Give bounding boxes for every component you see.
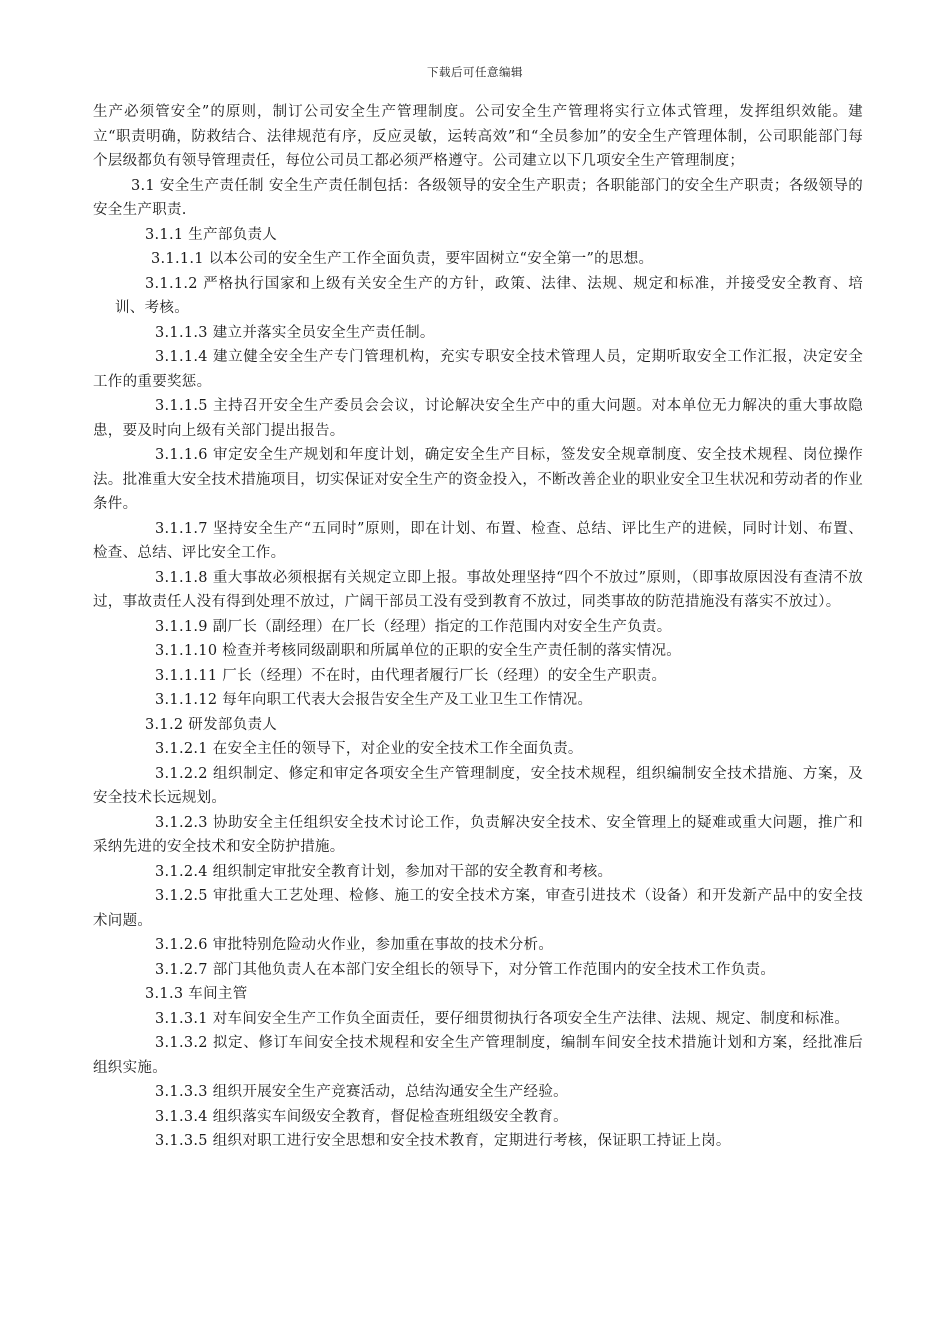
clause-3-1-3-4: 3.1.3.4 组织落实车间级安全教育，督促检查班组级安全教育。 bbox=[155, 1108, 568, 1125]
document-body bbox=[93, 100, 863, 1154]
intro-paragraph: 生产必须管安全”的原则，制订公司安全生产管理制度。公司安全生产管理将实行立体式管理，发挥组织效能。建立“职责明确，防救结合、法律规范有序，反应灵敏，运转高效”和“全员参加”的安全生产管理体制，公司职能部门每个层级都负有领导管理责任，每位公司员工都必须严格遵守。公司建立以下几项安全生产管理制度； bbox=[93, 104, 863, 169]
clause-3-1-2-4: 3.1.2.4 组织制定审批安全教育计划，参加对干部的安全教育和考核。 bbox=[155, 863, 613, 880]
clause-3-1-1-3: 3.1.1.3 建立并落实全员安全生产责任制。 bbox=[155, 324, 435, 341]
clause-3-1-1-1: 3.1.1.1 以本公司的安全生产工作全面负责，要牢固树立“安全第一”的思想。 bbox=[151, 251, 654, 267]
clause-3-1-1-7: 3.1.1.7 坚持安全生产“五同时”原则，即在计划、布置、检查、总结、评比生产的进候，同时计划、布置、检查、总结、评比安全工作。 bbox=[93, 520, 863, 561]
clause-3-1-1-10: 3.1.1.10 检查并考核同级副职和所属单位的正职的安全生产责任制的落实情况。 bbox=[155, 643, 682, 659]
clause-3-1-1-5: 3.1.1.5 主持召开安全生产委员会会议，讨论解决安全生产中的重大问题。对本单位无力解决的重大事故隐患，要及时向上级有关部门提出报告。 bbox=[93, 398, 863, 439]
clause-3-1-1-2: 3.1.1.2 严格执行国家和上级有关安全生产的方针，政策、法律、法规、规定和标准，并接受安全教育、培训、考核。 bbox=[115, 275, 863, 316]
clause-3-1-3-3: 3.1.3.3 组织开展安全生产竞赛活动，总结沟通安全生产经验。 bbox=[155, 1084, 568, 1100]
clause-3-1-2-1: 3.1.2.1 在安全主任的领导下，对企业的安全技术工作全面负责。 bbox=[155, 741, 583, 757]
clause-3-1-2-6: 3.1.2.6 审批特别危险动火作业，参加重在事故的技术分析。 bbox=[155, 937, 554, 953]
clause-3-1-1-12: 3.1.1.12 每年向职工代表大会报告安全生产及工业卫生工作情况。 bbox=[155, 692, 593, 708]
clause-3-1-1-4: 3.1.1.4 建立健全安全生产专门管理机构，充实专职安全技术管理人员，定期听取安全工作汇报，决定安全工作的重要奖惩。 bbox=[93, 349, 863, 390]
clause-3-1-3-2: 3.1.3.2 拟定、修订车间安全技术规程和安全生产管理制度，编制车间安全技术措施计划和方案，经批准后组织实施。 bbox=[93, 1035, 863, 1076]
section-3-1-1-heading: 3.1.1 生产部负责人 bbox=[145, 226, 278, 243]
clause-3-1-3-1: 3.1.3.1 对车间安全生产工作负全面责任，要仔细贯彻执行各项安全生产法律、法规、规定、制度和标准。 bbox=[155, 1010, 850, 1027]
clause-3-1-2-2: 3.1.2.2 组织制定、修定和审定各项安全生产管理制度，安全技术规程，组织编制安全技术措施、方案，及安全技术长远规划。 bbox=[93, 765, 863, 806]
clause-3-1-3-5: 3.1.3.5 组织对职工进行安全思想和安全技术教育，定期进行考核，保证职工持证上岗。 bbox=[155, 1133, 731, 1149]
section-3-1-2-heading: 3.1.2 研发部负责人 bbox=[145, 716, 278, 733]
clause-3-1-1-8: 3.1.1.8 重大事故必须根据有关规定立即上报。事故处理坚持“四个不放过”原则，（即事故原因没有查清不放过，事故责任人没有得到处理不放过，广阔干部员工没有受到教育不放过，同类事故的防范措施没有落实不放过）。 bbox=[93, 569, 863, 610]
section-3-1: 3.1 安全生产责任制 安全生产责任制包括：各级领导的安全生产职责；各职能部门的安全生产职责；各级领导的安全生产职责. bbox=[93, 177, 863, 218]
clause-3-1-2-5: 3.1.2.5 审批重大工艺处理、检修、施工的安全技术方案，审查引进技术（设备）和开发新产品中的安全技术问题。 bbox=[93, 888, 863, 929]
clause-3-1-2-3: 3.1.2.3 协助安全主任组织安全技术讨论工作，负责解决安全技术、安全管理上的疑难或重大问题，推广和采纳先进的安全技术和安全防护措施。 bbox=[93, 814, 863, 855]
section-3-1-3-heading: 3.1.3 车间主管 bbox=[145, 986, 248, 1002]
clause-3-1-1-11: 3.1.1.11 厂长（经理）不在时，由代理者履行厂长（经理）的安全生产职责。 bbox=[155, 667, 667, 684]
clause-3-1-1-9: 3.1.1.9 副厂长（副经理）在厂长（经理）指定的工作范围内对安全生产负责。 bbox=[155, 618, 672, 635]
page-header: 下载后可任意编辑 bbox=[427, 65, 523, 79]
clause-3-1-2-7: 3.1.2.7 部门其他负责人在本部门安全组长的领导下，对分管工作范围内的安全技术工作负责。 bbox=[155, 961, 776, 978]
clause-3-1-1-6: 3.1.1.6 审定安全生产规划和年度计划，确定安全生产目标，签发安全规章制度、安全技术规程、岗位操作法。批准重大安全技术措施项目，切实保证对安全生产的资金投入，不断改善企业的职业安全卫生状况和劳动者的作业条件。 bbox=[93, 447, 863, 512]
